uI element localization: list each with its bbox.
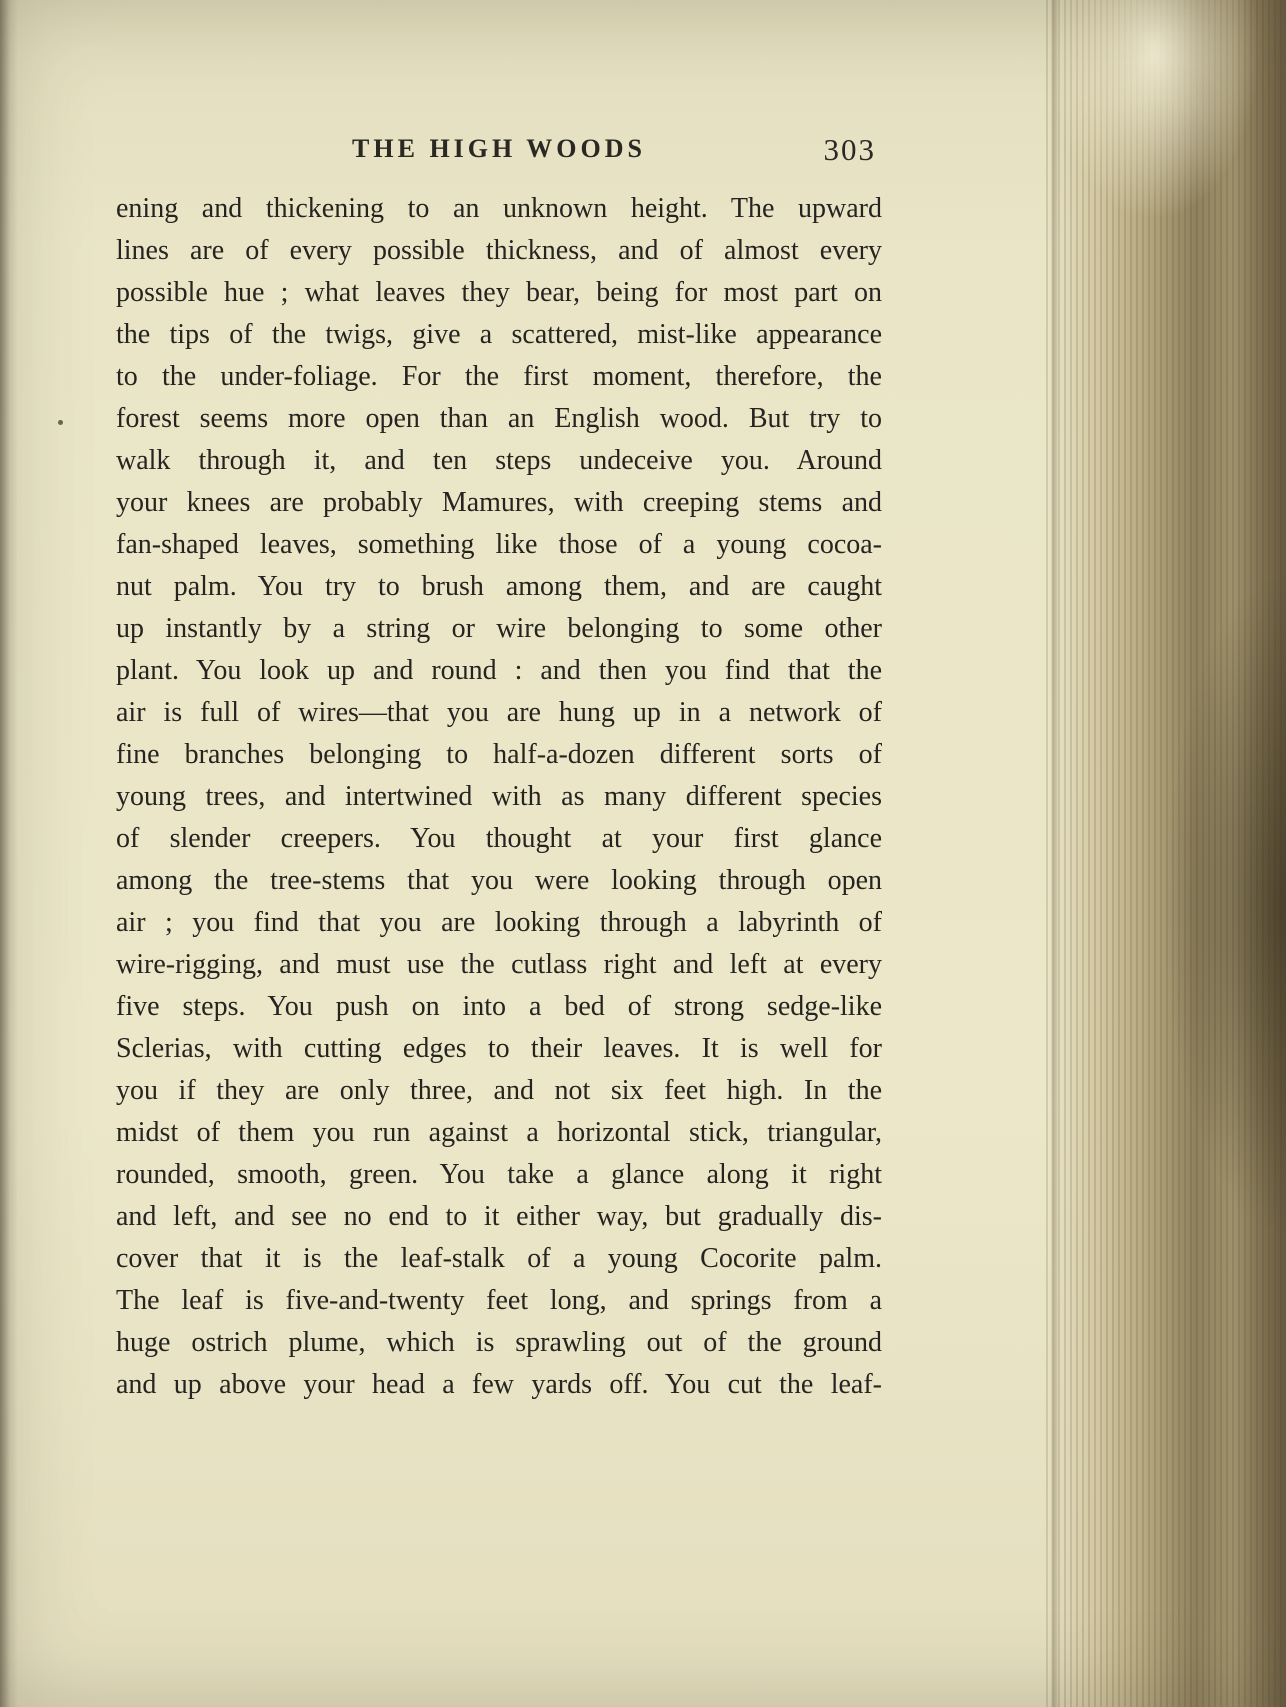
text-line: possible hue ; what leaves they bear, being for most part on (116, 277, 882, 308)
text-line: air is full of wires—that you are hung up in a network of (116, 697, 882, 728)
text-line: ening and thickening to an unknown height. The upward (116, 193, 882, 224)
page-number: 303 (823, 132, 876, 167)
page-fore-edge (1046, 0, 1286, 1707)
text-line: plant. You look up and round : and then you find that the (116, 655, 882, 686)
margin-speck (58, 420, 63, 425)
text-line: five steps. You push on into a bed of strong sedge-like (116, 991, 882, 1022)
page-header (116, 134, 882, 174)
text-line: among the tree-stems that you were looking through open (116, 865, 882, 896)
text-line: wire-rigging, and must use the cutlass right and left at every (116, 949, 882, 980)
text-line: young trees, and intertwined with as many different species (116, 781, 882, 812)
text-line: Sclerias, with cutting edges to their leaves. It is well for (116, 1033, 882, 1064)
text-line: the tips of the twigs, give a scattered, mist-like appearance (116, 319, 882, 350)
text-line: to the under-foliage. For the first moment, therefore, the (116, 361, 882, 392)
text-line: of slender creepers. You thought at your first glance (116, 823, 882, 854)
left-photo-edge (0, 0, 18, 1707)
text-line: nut palm. You try to brush among them, and are caught (116, 571, 882, 602)
text-line: cover that it is the leaf-stalk of a young Cocorite palm. (116, 1243, 882, 1274)
text-line: and left, and see no end to it either way, but gradually dis- (116, 1201, 882, 1232)
text-line: walk through it, and ten steps undeceive you. Around (116, 445, 882, 476)
text-line: lines are of every possible thickness, and of almost every (116, 235, 882, 266)
text-line: and up above your head a few yards off. You cut the leaf- (116, 1369, 882, 1400)
text-line: midst of them you run against a horizontal stick, triangular, (116, 1117, 882, 1148)
text-line: huge ostrich plume, which is sprawling out of the ground (116, 1327, 882, 1358)
text-line: up instantly by a string or wire belonging to some other (116, 613, 882, 644)
text-line: fine branches belonging to half-a-dozen different sorts of (116, 739, 882, 770)
page-crease (1050, 0, 1058, 1707)
text-line: fan-shaped leaves, something like those of a young cocoa- (116, 529, 882, 560)
page-text (116, 188, 882, 1406)
text-line: air ; you find that you are looking through a labyrinth of (116, 907, 882, 938)
running-header-title: THE HIGH WOODS (352, 134, 646, 163)
text-line: The leaf is five-and-twenty feet long, and springs from a (116, 1285, 882, 1316)
text-line: rounded, smooth, green. You take a glance along it right (116, 1159, 882, 1190)
text-line: your knees are probably Mamures, with creeping stems and (116, 487, 882, 518)
text-line: you if they are only three, and not six feet high. In the (116, 1075, 882, 1106)
text-line: forest seems more open than an English wood. But try to (116, 403, 882, 434)
